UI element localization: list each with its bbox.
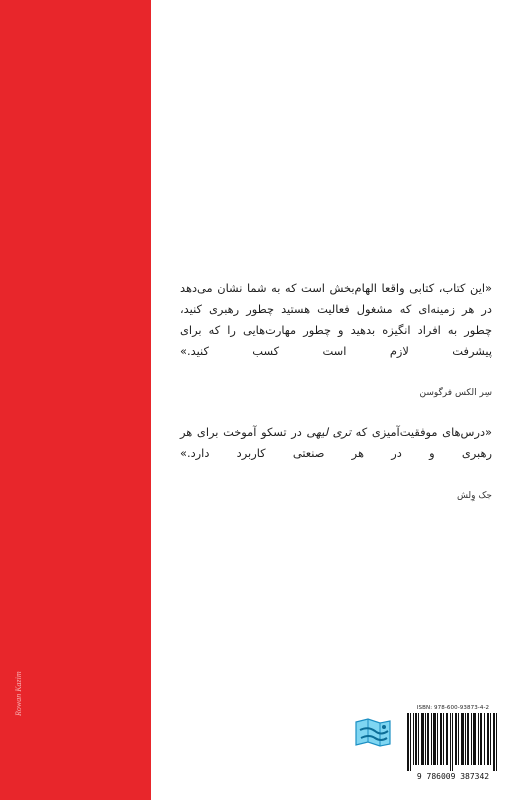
quote-author-2: جک وِلش [456, 491, 492, 501]
barcode-block [404, 704, 502, 790]
isbn-label: ISBN: 978-600-93873-4-2 [416, 705, 490, 711]
quote-text-2-part-1: «درس‌های موفقیت‌آمیزی که [351, 425, 492, 439]
quote-author-1: سِر الکس فرگوسن [419, 388, 492, 398]
quote-text-2-part-2: در تسکو آموخت برای هر رهبری و در هر صنعتی کاربرد دارد.» [180, 425, 492, 460]
barcode-icon [407, 713, 499, 771]
quote-text-2 [180, 422, 492, 485]
publisher-logo [350, 714, 396, 754]
quote-block-2 [180, 422, 492, 502]
quote-name-tesco-leader: تری لیهی [306, 425, 352, 439]
barcode-digits: 9 786009 387342 [416, 772, 490, 781]
publisher-logo-icon [350, 714, 396, 754]
quote-block-1 [180, 278, 492, 399]
designer-credit: Rowan Kazim [14, 671, 23, 716]
red-spine-panel [0, 0, 151, 800]
quote-text-1: «این کتاب، کتابی واقعا الهام‌بخش است که به شما نشان می‌دهد در هر زمینه‌ای که مشغول فعالیت هستید چطور رهبری کنید، چطور به افراد انگیزه بدهید و چطور مهارت‌هایی را که برای پیشرفت لازم است کسب کنید.» [180, 281, 492, 358]
